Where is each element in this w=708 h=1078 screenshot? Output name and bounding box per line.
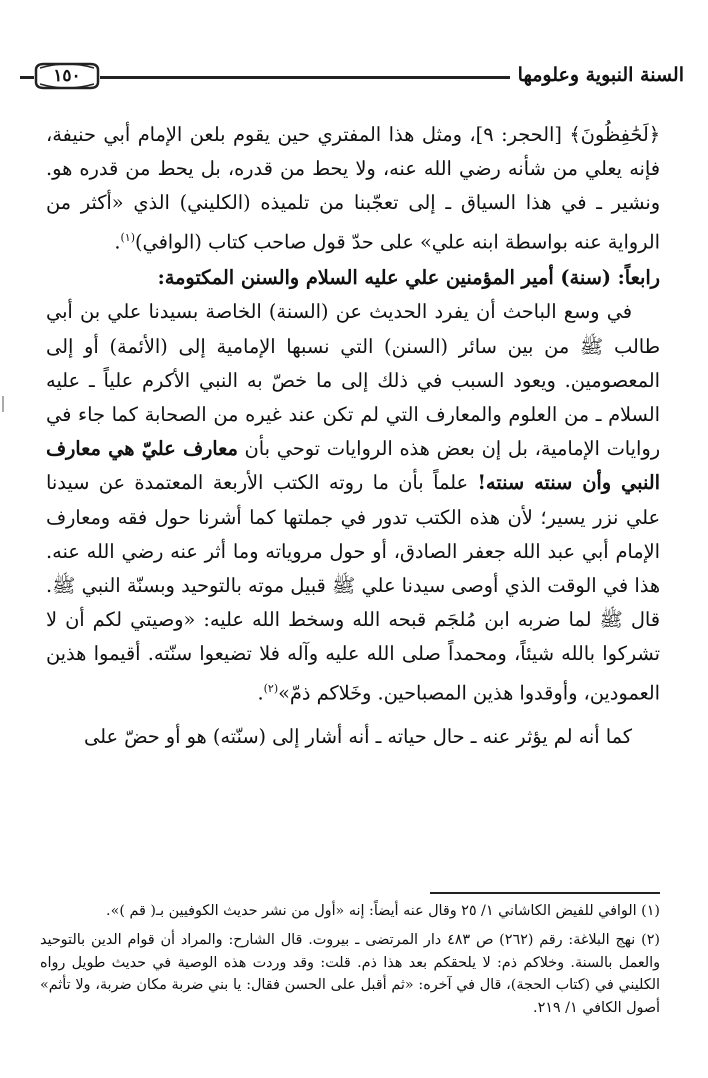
paragraph-2-bold: معارف عليّ هي معارف النبي وأن سنته سنته!: [46, 437, 660, 495]
paragraph-3: كما أنه لم يؤثر عنه ـ حال حياته ـ أنه أشار إلى (سنّته) هو أو حضّ على: [84, 725, 632, 749]
section-heading: رابعاً: (سنة) أمير المؤمنين علي عليه السلام والسنن المكتومة:: [157, 266, 660, 290]
page-number-frame: [34, 60, 100, 92]
paragraph-1-text: ﴿لَحَٰفِظُونَ﴾ [الحجر: ٩]، ومثل هذا المفتري حين يقوم بلعن الإمام أبي حنيفة، فإنه يعلي من شأنه رضي الله عنه، ولا يحط من قدره، بل يحط من قدره هو. ونشير ـ في هذا السياق ـ إلى تعجّبنا من تلميذه (الكليني) الذي «أكثر من الرواية عنه بواسطة ابنه علي» على حدّ قول صاحب كتاب (الوافي): [46, 123, 660, 254]
book-title: السنة النبوية وعلومها: [510, 64, 684, 86]
footnote-separator: [430, 892, 660, 894]
page-header: [20, 58, 684, 98]
paragraph-1-end: .: [114, 230, 121, 254]
page-number: ١٥٠: [53, 66, 81, 86]
footnote-ref-1: (١): [120, 230, 135, 244]
paragraph-1: [46, 118, 660, 259]
footnote-2: (٢) نهج البلاغة: رقم (٢٦٢) ص ٤٨٣ دار المرتضى ـ بيروت. قال الشارح: والمراد أن قوام الدين بالتوحيد والعمل بالسنة. وخلاكم ذم: لا يلحقكم بعد هذا ذم. قلت: وقد وردت هذه الوصية في حديث طويل رواه الكليني في (كتاب الحجة)، قال في آخره: «ثم أقبل على الحسن فقال: يا بني ضربة مكان ضربة، ولا تأثم» أصول الكافي ١/ ٢١٩.: [40, 931, 660, 1017]
paragraph-2-end: .: [257, 681, 264, 705]
paragraph-2-text-a: في وسع الباحث أن يفرد الحديث عن (السنة) الخاصة بسيدنا علي بن أبي طالب ﷺ من بين سائر (السنن) التي نسبها الإمامية إلى (الأئمة) أو إلى المعصومين. ويعود السبب في ذلك إلى ما خصّ به النبي الأكرم علياً ـ عليه السلام ـ من العلوم والمعارف التي لم تكن عند غيره من الصحابة كما جاء في روايات الإمامية، بل إن بعض هذه الروايات توحي بأن: [46, 300, 660, 461]
header-rule: [20, 76, 578, 79]
main-text: [46, 118, 660, 755]
footnote-1: (١) الوافي للفيض الكاشاني ١/ ٢٥ وقال عنه أيضاً: إنه «أول من نشر حديث الكوفيين بـ( قم )».: [106, 903, 660, 919]
footnote-ref-2: (٢): [263, 681, 279, 695]
scan-mark: [2, 396, 4, 412]
paragraph-2-text-b: علماً بأن ما روته الكتب الأربعة المعتمدة عن سيدنا علي نزر يسير؛ لأن هذه الكتب تدور في جملتها كما أشرنا حول فقه ومعارف الإمام أبي عبد الله جعفر الصادق، أو حول مروياته وما أثر عنه رضي الله عنه. هذا في الوقت الذي أوصى سيدنا علي ﷺ قبيل موته بالتوحيد وبسنّة النبي ﷺ. قال ﷺ لما ضربه ابن مُلجَم قبحه الله وسخط الله عليه: «وصيتي لكم أن لا تشركوا بالله شيئاً، ومحمداً صلى الله عليه وآله فلا تضيعوا سنّته. أقيموا هذين العمودين، وأوقدوا هذين المصباحين. وخَلاكم ذمّ»: [46, 471, 660, 705]
footnotes: [40, 900, 660, 1020]
paragraph-2: [46, 295, 660, 710]
